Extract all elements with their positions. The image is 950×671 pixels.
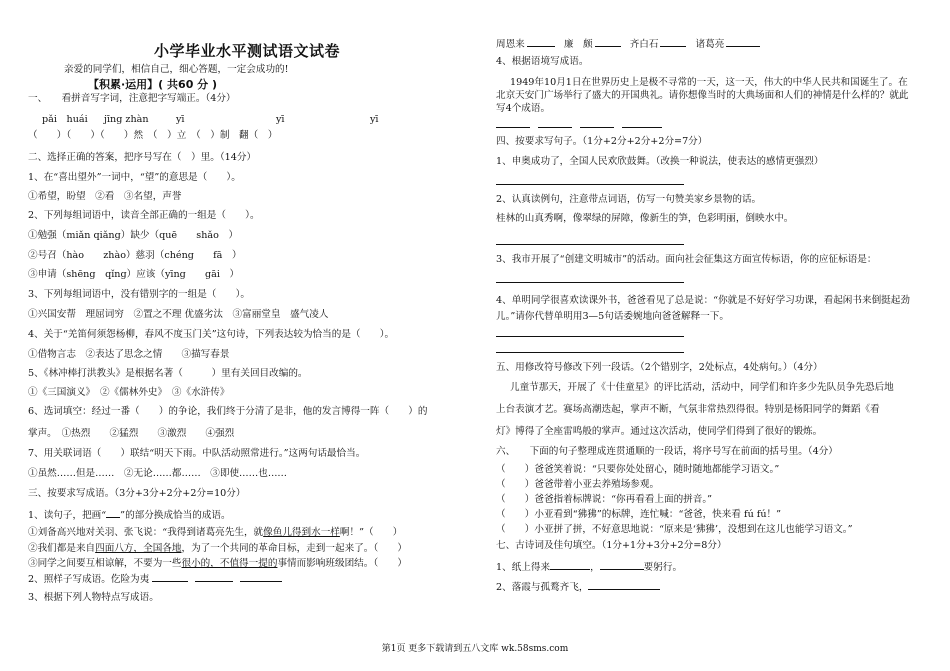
q2-2-b: ②号召（hào zhào）慈羽（chéng fā ） (28, 250, 242, 261)
question-3: 三、按要求写成语。（3分+3分+2分+2分=10分） (28, 488, 246, 499)
q2-3-options: ①兴国安帮 理屈词穷 ②置之不理 优盛劣汰 ③富丽堂皇 盛气凌人 (28, 309, 329, 320)
pinyin-5: yī (370, 114, 379, 125)
pinyin-4: yī (276, 114, 285, 125)
q3-1-b (28, 543, 407, 555)
question-6: 六、 下面的句子整理成连贯通顺的一段话，将序号写在前面的括号里。（4分） (496, 446, 838, 457)
q4-3: 3、我市开展了“创建文明城市”的活动。面向社会征集这方面宣传标语，你的应征标语是： (496, 254, 877, 265)
q2-1: 1、在“喜出望外”一词中，“望”的意思是（ ）。 (28, 172, 241, 183)
answer-blank[interactable] (580, 127, 614, 128)
answer-blank[interactable] (496, 127, 530, 128)
answer-blank[interactable] (660, 37, 686, 47)
answer-blank[interactable] (595, 37, 621, 47)
q7-2 (496, 580, 660, 594)
answer-line[interactable] (496, 282, 684, 283)
q7-1-text: 1、纸上得来 (496, 562, 551, 573)
q4-4: 4、单明同学很喜欢读课外书，爸爸看见了总是说：“你就是不好好学习功课，看起闲书来倒挺起劲儿。”请你代替单明用3—5句话委婉地向爸爸解释一下。 (496, 295, 910, 322)
q3-1-b-tail: ，为了一个共同的革命目标，走到一起来了。（ ） (181, 543, 407, 554)
q2-5: 5、《林冲棒打洪教头》是根据名著（ ）里有关回目改编的。 (28, 368, 308, 379)
people-row (496, 37, 760, 51)
q3-1-c (28, 558, 407, 570)
q3-2-text: 2、照样子写成语。仡险为夷 (28, 574, 150, 585)
q3-1-b-underlined: 四面八方，全国各地 (95, 543, 182, 554)
answer-line[interactable] (496, 352, 684, 353)
answer-blank[interactable] (622, 127, 662, 128)
q3-1-a (28, 527, 402, 539)
q2-3: 3、下列每组词语中，没有错别字的一组是（ ）。 (28, 289, 250, 300)
q3-1-c-text: ③同学之间要互相谅解，不要为一些 (28, 558, 182, 569)
answer-line[interactable] (496, 336, 684, 337)
answer-blank[interactable] (240, 572, 282, 582)
pinyin-answers[interactable]: （ ）（ ）（ ）然 （ ）立 （ ）制 翻（ ） (28, 130, 278, 141)
q2-7-options: ①虽然……但是…… ②无论……都…… ③即使……也…… (28, 468, 288, 479)
q4-2-example: 桂林的山真秀啊，像翠绿的屏障，像新生的笋，色彩明丽，倒映水中。 (496, 213, 794, 224)
question-2: 二、选择正确的答案，把序号写在（ ）里。（14分） (28, 152, 257, 163)
section-title: 【积累·运用】( 共60 分 ) (88, 78, 218, 91)
answer-blank[interactable] (538, 127, 572, 128)
person-name: 周恩来 (496, 39, 525, 50)
q3-1 (28, 508, 231, 522)
q7-1-tail: 要躬行。 (643, 562, 683, 573)
person-name: 廉 颇 (563, 39, 593, 50)
question-7: 七、古诗词及佳句填空。（1分+1分+3分+2分=8分） (496, 540, 727, 551)
question-4: 四、按要求写句子。（1分+2分+2分+2分=7分） (496, 136, 708, 147)
q5-passage-line-1: 儿童节那天，开展了《十佳童星》的评比活动，活动中，同学们和许多少先队员争先恐后地 (510, 382, 894, 393)
q3-1-c-tail: 事情而影响班级团结。（ ） (277, 558, 407, 569)
answer-blank[interactable] (588, 580, 660, 590)
pinyin-2: jīng zhàn (104, 114, 149, 125)
greeting: 亲爱的同学们，相信自己，细心答题，一定会成功的! (64, 64, 289, 75)
q2-6-line-1: 6、选词填空：经过一番（ ）的争论，我们终于分清了是非，他的发言博得一阵（ ）的 (28, 406, 428, 417)
q7-2-text: 2、落霞与孤鹜齐飞， (496, 582, 589, 593)
q3-1-b-text: ②我们都是来自 (28, 543, 96, 554)
q4-1: 1、申奥成功了，全国人民欢欣鼓舞。（改换一种说法，使表达的感情更强烈） (496, 156, 824, 167)
q2-5-options: ①《三国演义》 ②《儒林外史》 ③《水浒传》 (28, 387, 230, 398)
question-1: 一、 看拼音写字词，注意把字写端正。（4分） (28, 93, 236, 104)
q3-1-prefix: 1、读句子，把画“ (28, 510, 107, 521)
answer-blank[interactable] (527, 37, 555, 47)
q3-4: 4、根据语境写成语。 (496, 56, 589, 67)
answer-line[interactable] (496, 184, 684, 185)
page-title: 小学毕业水平测试语文试卷 (154, 42, 341, 60)
q2-2: 2、下列每组词语中，读音全部正确的一组是（ ）。 (28, 210, 260, 221)
q4-2: 2、认真读例句，注意带点词语，仿写一句赞美家乡景物的话。 (496, 194, 762, 205)
pinyin-1: pǎi huái (42, 114, 88, 125)
q2-7: 7、用关联词语（ ）联结“明天下雨。中队活动照常进行。”这两句话最恰当。 (28, 448, 366, 459)
q6-item: （ ）爸爸指着标牌说：“你再看看上面的拼音。” (496, 494, 713, 505)
q3-3: 3、根据下列人物特点写成语。 (28, 592, 159, 603)
answer-blank[interactable] (550, 560, 590, 570)
q6-item: （ ）爸爸笑着说：“只要你处处留心，随时随地都能学习语文。” (496, 464, 780, 475)
q2-6-line-2: 掌声。 ①热烈 ②猛烈 ③激烈 ④强烈 (28, 428, 235, 439)
question-5: 五、用修改符号修改下列一段话。（2个错别字，2处标点，4处病句。）（4分） (496, 362, 823, 373)
q2-4: 4、关于“羌笛何须怨杨柳，春风不度玉门关”这句诗，下列表达较为恰当的是（ ）。 (28, 329, 395, 340)
pinyin-3: yī (176, 114, 185, 125)
q2-4-options: ①借物言志 ②表达了思念之情 ③描写春景 (28, 349, 230, 360)
q5-passage-line-3: 灯》博得了全座雷鸣般的掌声。通过这次活动，使同学们得到了很好的锻炼。 (496, 426, 823, 437)
answer-blank[interactable] (600, 560, 644, 570)
answer-line[interactable] (496, 244, 684, 245)
q7-1-comma: ， (590, 562, 600, 573)
q2-1-options: ①希望，盼望 ②看 ③名望，声誉 (28, 191, 182, 202)
person-name: 诸葛亮 (695, 39, 725, 50)
q3-1-c-underlined: 很小的，不值得一提的 (181, 558, 278, 569)
q3-4-passage: 1949年10月1日在世界历史上是极不寻常的一天，这一天，伟大的中华人民共和国诞生了。在北京天安门广场举行了盛大的开国典礼。请你想像当时的大典场面和人们的神情是什么样的？就此写4个成语。 (496, 77, 909, 114)
q3-2 (28, 572, 282, 586)
q6-item: （ ）小亚拼了拼，不好意思地说：“原来是‘狒狒’，没想到在这儿也能学习语文。” (496, 524, 853, 535)
answer-blank[interactable] (152, 572, 188, 582)
answer-blank[interactable] (195, 572, 233, 582)
page-footer: 第1页 更多下载请到五八文库 wk.58sms.com (381, 644, 569, 654)
q3-1-suffix: ”的部分换成恰当的成语。 (120, 510, 231, 521)
q3-1-a-underlined: 像鱼儿得到水一样 (263, 527, 340, 538)
q6-item: （ ）爸爸带着小亚去养殖场参观。 (496, 479, 660, 490)
underline-sample (106, 508, 120, 518)
q2-2-c: ③申请（shēng qǐng）应该（yīng gāi ） (28, 269, 240, 280)
q3-1-a-tail: 啊！”（ ） (339, 527, 403, 538)
answer-blank[interactable] (726, 37, 760, 47)
person-name: 齐白石 (629, 39, 659, 50)
q5-passage-line-2: 上台表演才艺。赛场高潮迭起，掌声不断，气氛非常热烈得很。特别是杨阳同学的舞蹈《看 (496, 404, 880, 415)
q3-1-a-text: ①刘备高兴地对关羽、张飞说：“我得到诸葛亮先生，就 (28, 527, 264, 538)
q2-2-a: ①勉强（miǎn qiǎng）缺少（quē shǎo ） (28, 230, 239, 241)
q7-1 (496, 560, 682, 574)
q6-item: （ ）小亚看到“狒狒”的标牌，连忙喊：“爸爸，快来看 fú fú！” (496, 509, 782, 520)
